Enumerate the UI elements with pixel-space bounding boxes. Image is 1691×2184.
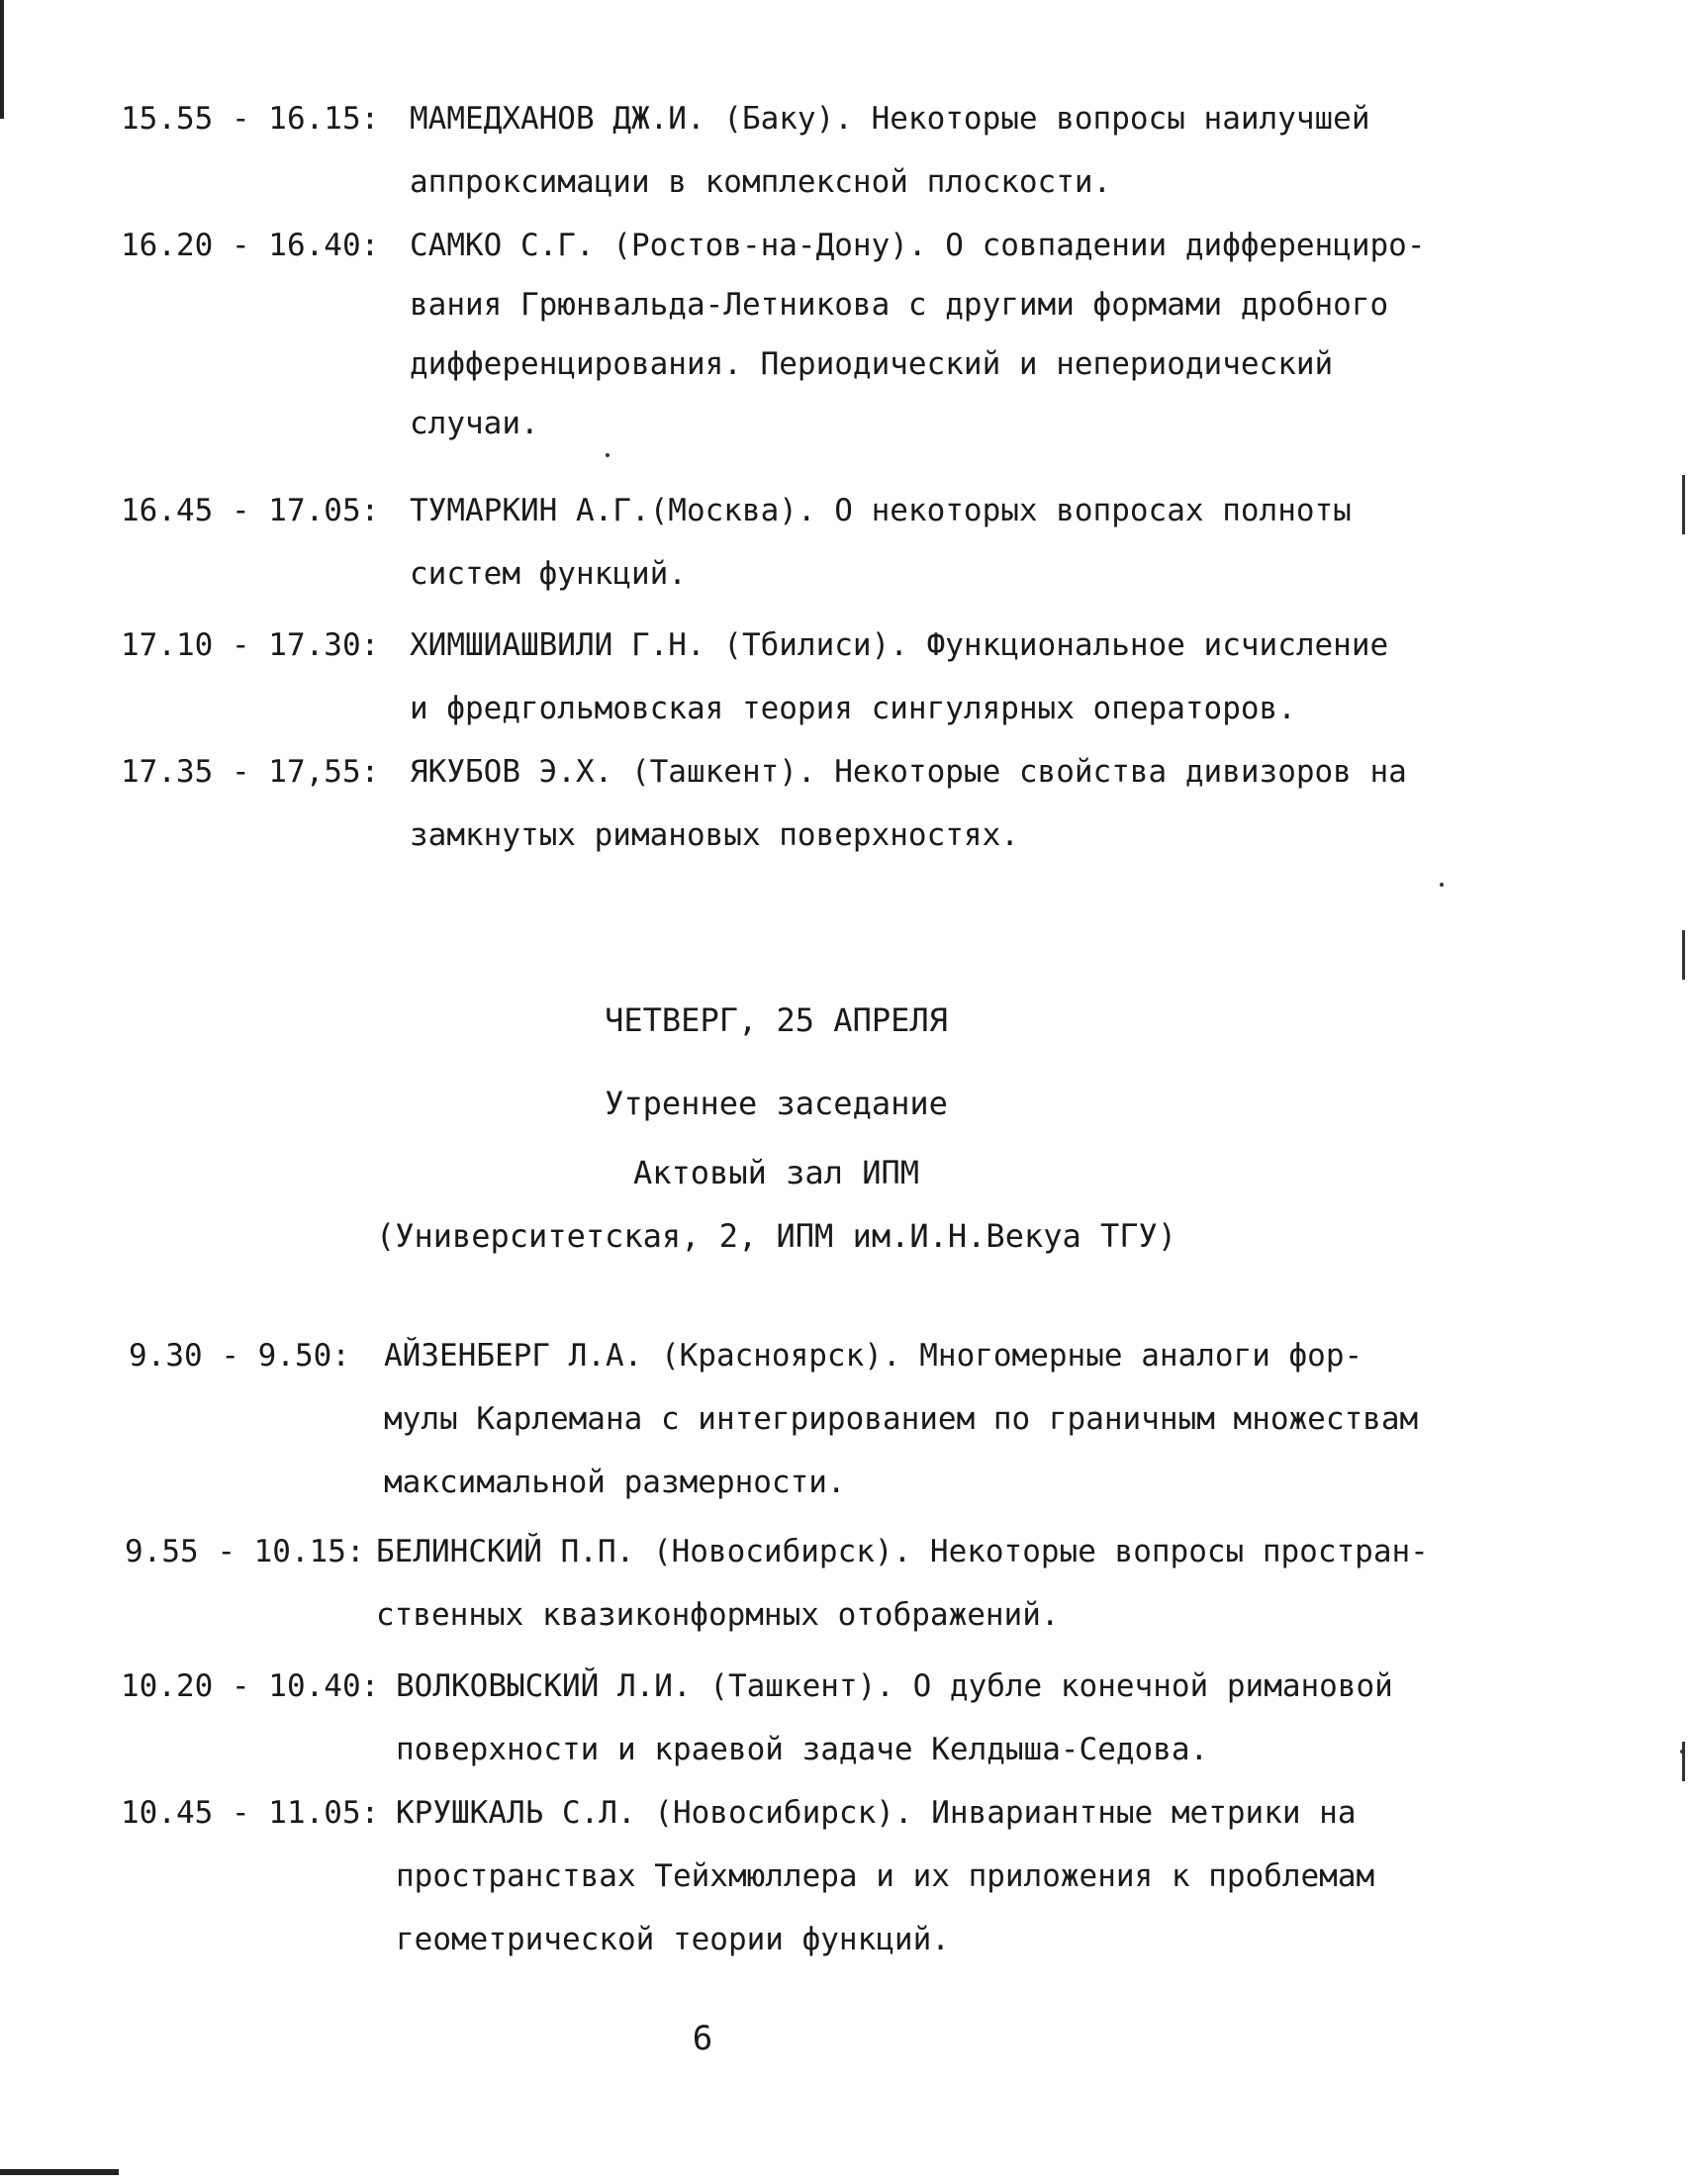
entry-text: КРУШКАЛЬ С.Л. (Новосибирск). Инвариантные метрики на пространствах Тейхмюллера и их приложения к проблемам геометрической теории функций. (396, 1795, 1375, 1957)
scan-speck (1680, 1750, 1684, 1754)
entry-time: 16.45 - 17.05: (121, 493, 380, 528)
schedule-entry (121, 216, 1585, 453)
schedule-entry (125, 1520, 1589, 1647)
scan-speck (606, 453, 610, 457)
entry-text: ТУМАРКИН А.Г.(Москва). О некоторых вопросах полноты систем функций. (410, 493, 1352, 592)
scan-edge-right (1682, 1742, 1685, 1781)
entry-time: 10.45 - 11.05: (121, 1795, 380, 1831)
schedule-entry (121, 1655, 1585, 1781)
schedule-entry (121, 740, 1585, 867)
entry-text: БЕЛИНСКИЙ П.П. (Новосибирск). Некоторые вопросы простран- ственных квазиконформных отображений. (376, 1534, 1429, 1633)
entry-time: 9.30 - 9.50: (129, 1338, 350, 1374)
session-address: (Университетская, 2, ИПМ им.И.Н.Векуа ТГУ) (375, 1217, 1177, 1255)
entry-time: 17.10 - 17.30: (121, 627, 380, 663)
entry-text: ЯКУБОВ Э.Х. (Ташкент). Некоторые свойства дивизоров на замкнутых римановых поверхностях. (410, 754, 1407, 853)
entry-time: 9.55 - 10.15: (125, 1534, 365, 1569)
scan-edge-right (1682, 475, 1685, 534)
scan-edge-right (1682, 930, 1685, 980)
entry-time: 15.55 - 16.15: (121, 101, 380, 137)
entry-text: АЙЗЕНБЕРГ Л.А. (Красноярск). Многомерные аналоги фор- мулы Карлемана с интегрированием по граничным множествам максимальной размерности. (384, 1338, 1419, 1500)
entry-text: ХИМШИАШВИЛИ Г.Н. (Тбилиси). Функциональное исчисление и фредгольмовская теория сингулярных операторов. (410, 627, 1389, 726)
entry-text: ВОЛКОВЫСКИЙ Л.И. (Ташкент). О дубле конечной римановой поверхности и краевой задаче Келдыша-Седова. (396, 1668, 1393, 1767)
entry-time: 10.20 - 10.40: (121, 1668, 380, 1704)
schedule-entry (121, 87, 1585, 214)
schedule-entry (129, 1324, 1593, 1514)
schedule-entry (121, 1781, 1585, 1971)
scan-speck (1440, 883, 1444, 887)
session-day: ЧЕТВЕРГ, 25 АПРЕЛЯ (605, 1001, 948, 1039)
entry-time: 16.20 - 16.40: (121, 228, 380, 263)
entry-time: 17.35 - 17,55: (121, 754, 380, 790)
session-hall: Актовый зал ИПМ (633, 1154, 919, 1191)
entry-text: МАМЕДХАНОВ ДЖ.И. (Баку). Некоторые вопросы наилучшей аппроксимации в комплексной плоскости. (410, 101, 1370, 200)
scan-edge-left (0, 0, 4, 119)
entry-text: САМКО С.Г. (Ростов-на-Дону). О совпадении дифференциро- вания Грюнвальда-Летникова с другими формами дробного дифференцирования. Периодический и непериодический случаи. (410, 228, 1426, 441)
page-number: 6 (692, 2019, 713, 2058)
session-name: Утреннее заседание (605, 1085, 948, 1122)
schedule-entry (121, 614, 1585, 740)
scan-edge-bottom (0, 2169, 119, 2175)
schedule-entry (121, 479, 1585, 606)
